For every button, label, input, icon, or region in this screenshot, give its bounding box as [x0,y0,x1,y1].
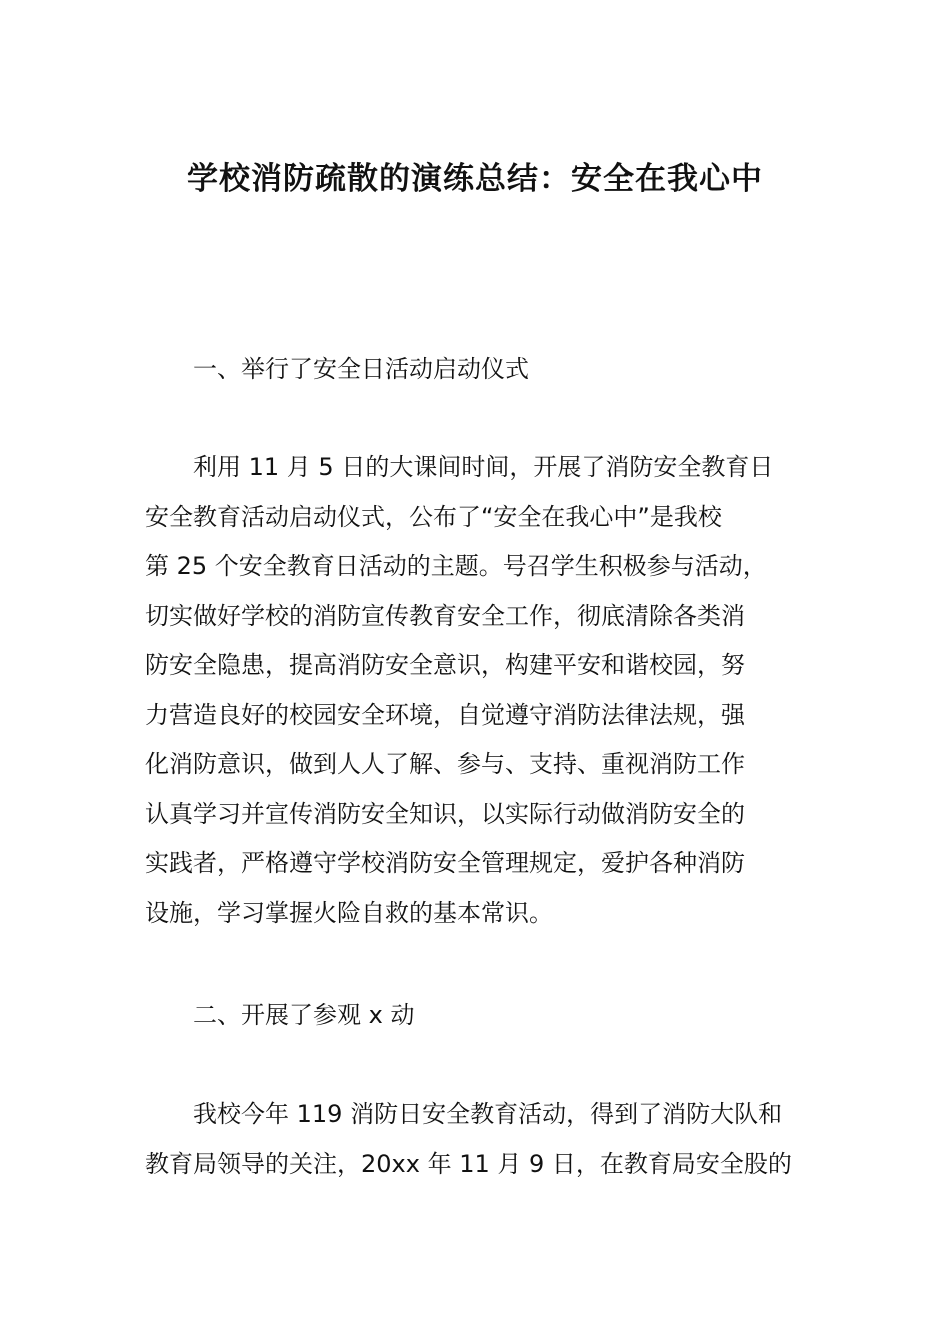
document-title: 学校消防疏散的演练总结：安全在我心中 [187,161,763,197]
paragraph-line: 设施，学习掌握火险自救的基本常识。 [145,898,553,927]
paragraph-line: 实践者，严格遵守学校消防安全管理规定，爱护各种消防 [145,849,745,877]
paragraph-line: 第 25 个安全教育日活动的主题。号召学生积极参与活动， [145,552,767,580]
paragraph-line: 安全教育活动启动仪式，公布了“安全在我心中”是我校 [145,502,722,531]
paragraph-line: 防安全隐患，提高消防安全意识，构建平安和谐校园，努 [145,651,745,679]
paragraph-line: 化消防意识，做到人人了解、参与、支持、重视消防工作 [145,750,745,778]
paragraph-line: 切实做好学校的消防宣传教育安全工作，彻底清除各类消 [145,601,745,630]
paragraph-line: 认真学习并宣传消防安全知识，以实际行动做消防安全的 [145,799,745,828]
section-1-paragraph [145,443,810,938]
paragraph-line: 教育局领导的关注，20xx 年 11 月 9 日，在教育局安全股的 [145,1149,792,1178]
paragraph-line: 利用 11 月 5 日的大课间时间，开展了消防安全教育日 [145,453,774,481]
paragraph-line: 我校今年 119 消防日安全教育活动，得到了消防大队和 [145,1100,783,1128]
section-heading-2: 二、开展了参观 x 动 [193,1001,415,1029]
section-heading-1: 一、举行了安全日活动启动仪式 [193,355,529,383]
section-2-paragraph [145,1090,810,1189]
paragraph-line: 力营造良好的校园安全环境，自觉遵守消防法律法规，强 [145,700,745,729]
